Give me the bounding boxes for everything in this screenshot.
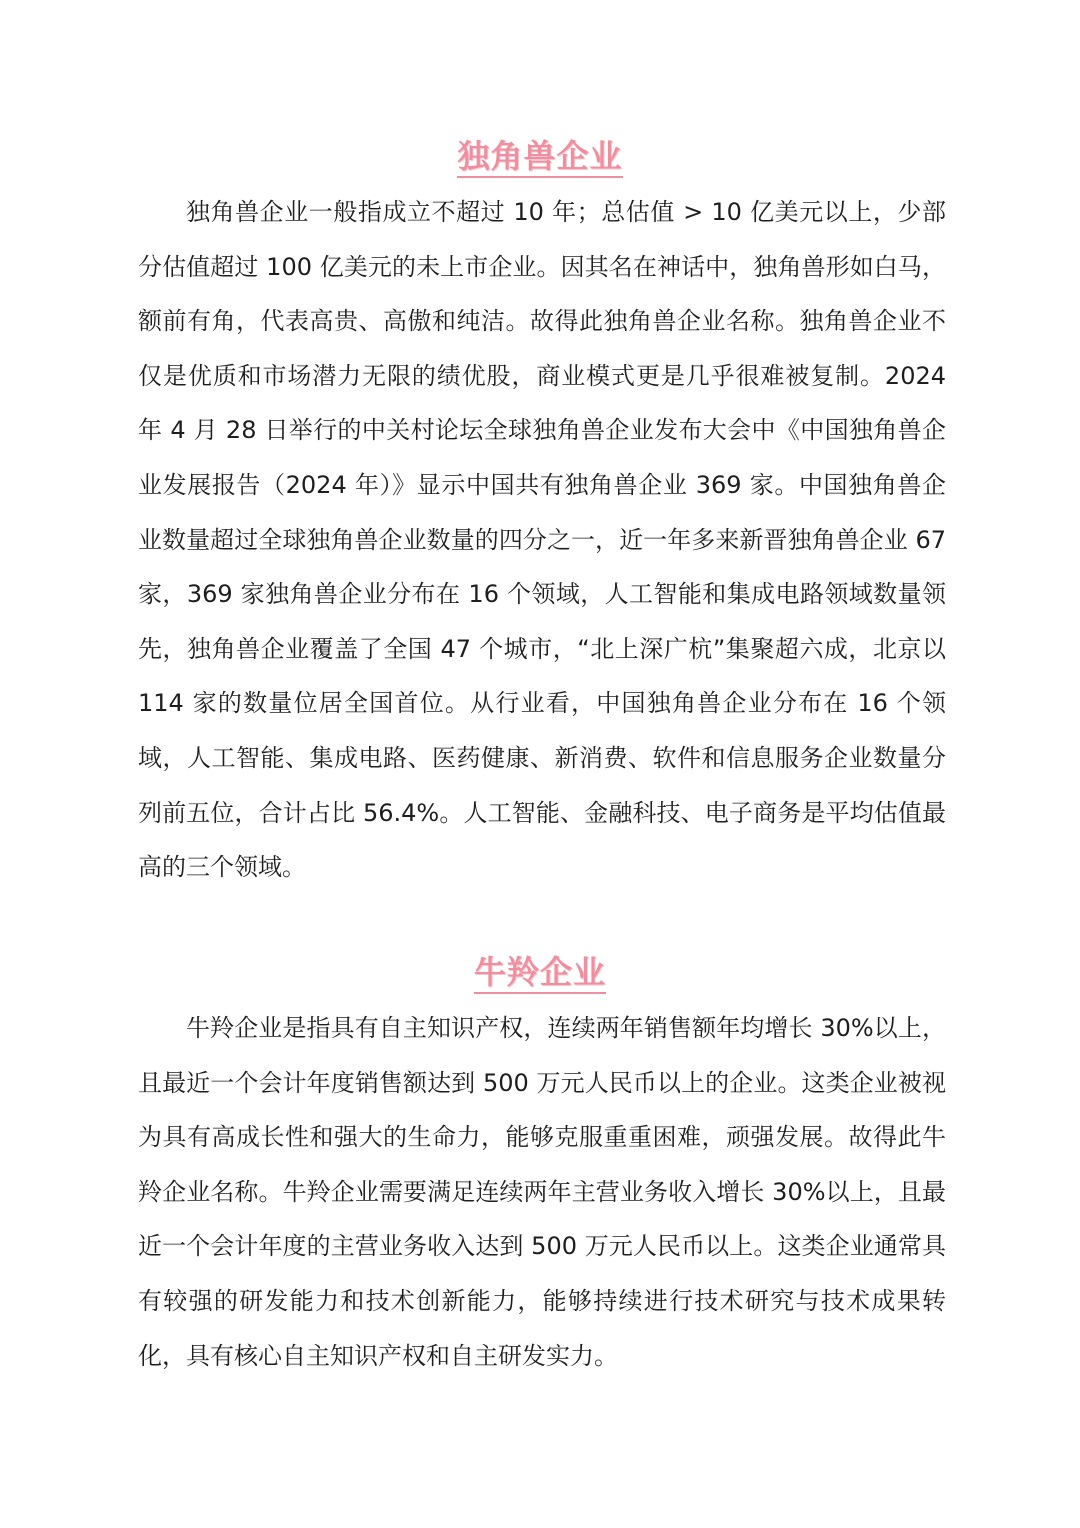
section-title-unicorn (0, 136, 1080, 178)
section-title-gazelle (0, 952, 1080, 994)
section-body-gazelle: 牛羚企业是指具有自主知识产权，连续两年销售额年均增长 30%以上，且最近一个会计年度销售额达到 500 万元人民币以上的企业。这类企业被视为具有高成长性和强大的生命力，能够克服重重困难，顽强发展。故得此牛羚企业名称。牛羚企业需要满足连续两年主营业务收入增长 30%以上，且最近一个会计年度的主营业务收入达到 500 万元人民币以上。这类企业通常具有较强的研发能力和技术创新能力，能够持续进行技术研究与技术成果转化，具有核心自主知识产权和自主研发实力。 (138, 1014, 946, 1370)
section-body-unicorn: 独角兽企业一般指成立不超过 10 年；总估值 > 10 亿美元以上，少部分估值超过 100 亿美元的未上市企业。因其名在神话中，独角兽形如白马，额前有角，代表高贵、高傲和纯洁。故得此独角兽企业名称。独角兽企业不仅是优质和市场潜力无限的绩优股，商业模式更是几乎很难被复制。2024 年 4 月 28 日举行的中关村论坛全球独角兽企业发布大会中《中国独角兽企业发展报告（2024 年）》显示中国共有独角兽企业 369 家。中国独角兽企业数量超过全球独角兽企业数量的四分之一，近一年多来新晋独角兽企业 67 家，369 家独角兽企业分布在 16 个领域，人工智能和集成电路领域数量领先，独角兽企业覆盖了全国 47 个城市，“北上深广杭”集聚超六成，北京以 114 家的数量位居全国首位。从行业看，中国独角兽企业分布在 16 个领域，人工智能、集成电路、医药健康、新消费、软件和信息服务企业数量分列前五位，合计占比 56.4%。人工智能、金融科技、电子商务是平均估值最高的三个领域。 (138, 198, 946, 882)
section-title-unicorn-text: 独角兽企业 (457, 136, 622, 178)
section-title-gazelle-text: 牛羚企业 (474, 952, 606, 994)
